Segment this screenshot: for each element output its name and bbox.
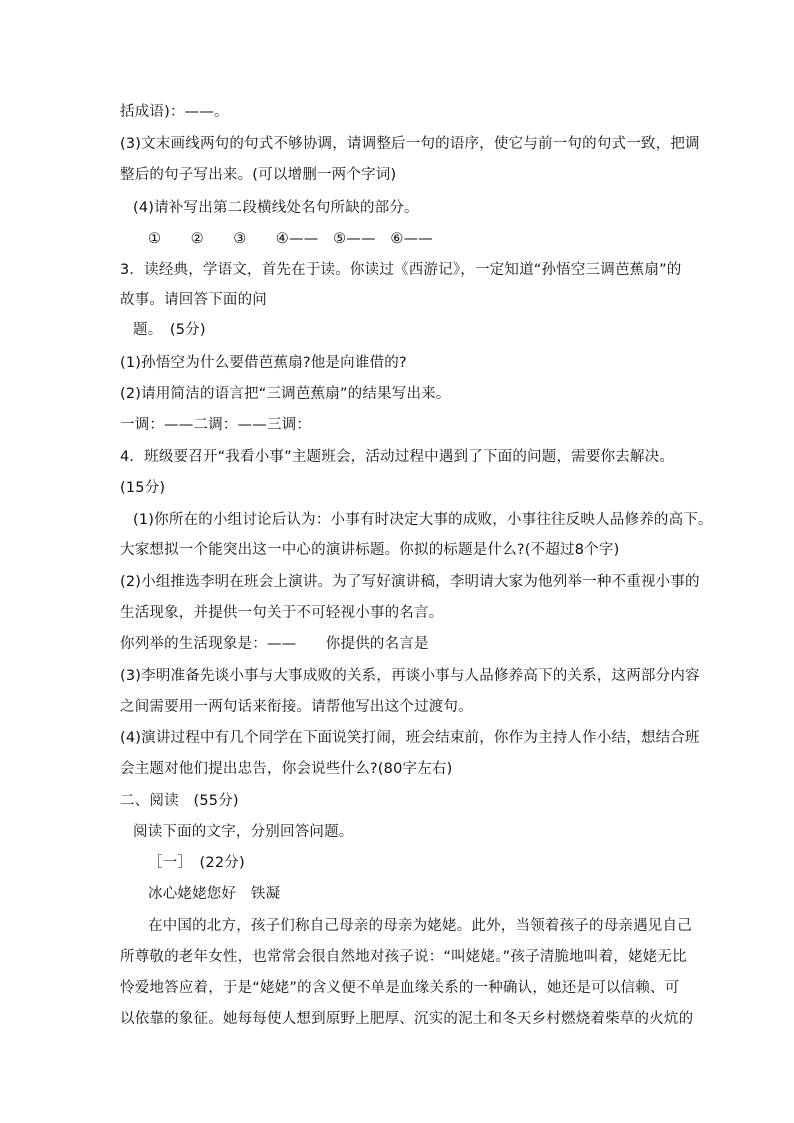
text-line: 阅读下面的文字，分别回答问题。: [133, 824, 354, 840]
section-heading: 二、阅读 (55分): [120, 793, 239, 809]
text-line: 你列举的生活现象是：—— 你提供的名言是: [120, 636, 429, 652]
text-line: 故事。请回答下面的问: [120, 292, 267, 308]
text-line: 所尊敬的老年女性，也常常会很自然地对孩子说：“叫姥姥。”孩子清脆地叫着，姥姥无比: [120, 949, 687, 965]
text-line: 怜爱地答应着，于是“姥姥”的含义便不单是血缘关系的一种确认，她还是可以信赖、可: [120, 980, 680, 996]
text-line: 整后的句子写出来。(可以增删一两个字词): [120, 167, 397, 183]
text-line: (2)请用简洁的语言把“三调芭蕉扇”的结果写出来。: [120, 386, 451, 402]
text-line: 一调：——二调：——三调：: [120, 417, 312, 433]
text-line: (1)孙悟空为什么要借芭蕉扇?他是向谁借的?: [120, 355, 407, 371]
text-line: (3)文末画线两句的句式不够协调，请调整后一句的语序，使它与前一句的句式一致，把调: [120, 136, 700, 152]
text-line: 以依靠的象征。她每每使人想到原野上肥厚、沉实的泥土和冬天乡村燃烧着柴草的火炕的: [120, 1011, 694, 1027]
text-line: (1)你所在的小组讨论后认为：小事有时决定大事的成败，小事往往反映人品修养的高下。: [133, 512, 713, 528]
text-line: (3)李明准备先谈小事与大事成败的关系，再谈小事与人品修养高下的关系，这两部分内容: [120, 668, 700, 684]
article-title: 冰心姥姥您好 铁凝: [148, 886, 281, 902]
subsection-heading: ［一］ (22分): [148, 855, 245, 871]
question-4-line: 4．班级要召开“我看小事”主题班会，活动过程中遇到了下面的问题，需要你去解决。: [120, 449, 675, 465]
text-line: 括成语)：——。: [120, 104, 229, 120]
text-line: (4)请补写出第二段横线处名句所缺的部分。: [133, 200, 419, 216]
text-line: 题。 (5分): [133, 322, 206, 338]
text-line: ① ② ③ ④—— ⑤—— ⑥——: [148, 231, 433, 247]
text-line: (15分): [120, 480, 166, 496]
question-3-line: 3．读经典，学语文，首先在于读。你读过《西游记》，一定知道“孙悟空三调芭蕉扇”的: [120, 262, 682, 278]
text-line: 在中国的北方，孩子们称自己母亲的母亲为姥姥。此外，当领着孩子的母亲遇见自己: [148, 918, 692, 934]
text-line: 生活现象，并提供一句关于不可轻视小事的名言。: [120, 605, 444, 621]
text-line: (4)演讲过程中有几个同学在下面说笑打闹，班会结束前，你作为主持人作小结，想结合班: [120, 730, 700, 746]
text-line: 大家想拟一个能突出这一中心的演讲标题。你拟的标题是什么?(不超过8个字): [120, 542, 620, 558]
text-line: (2)小组推选李明在班会上演讲。为了写好演讲稿，李明请大家为他列举一种不重视小事的: [120, 574, 700, 590]
text-line: 会主题对他们提出忠告，你会说些什么?(80字左右): [120, 761, 453, 777]
text-line: 之间需要用一两句话来衔接。请帮他写出这个过渡句。: [120, 699, 473, 715]
